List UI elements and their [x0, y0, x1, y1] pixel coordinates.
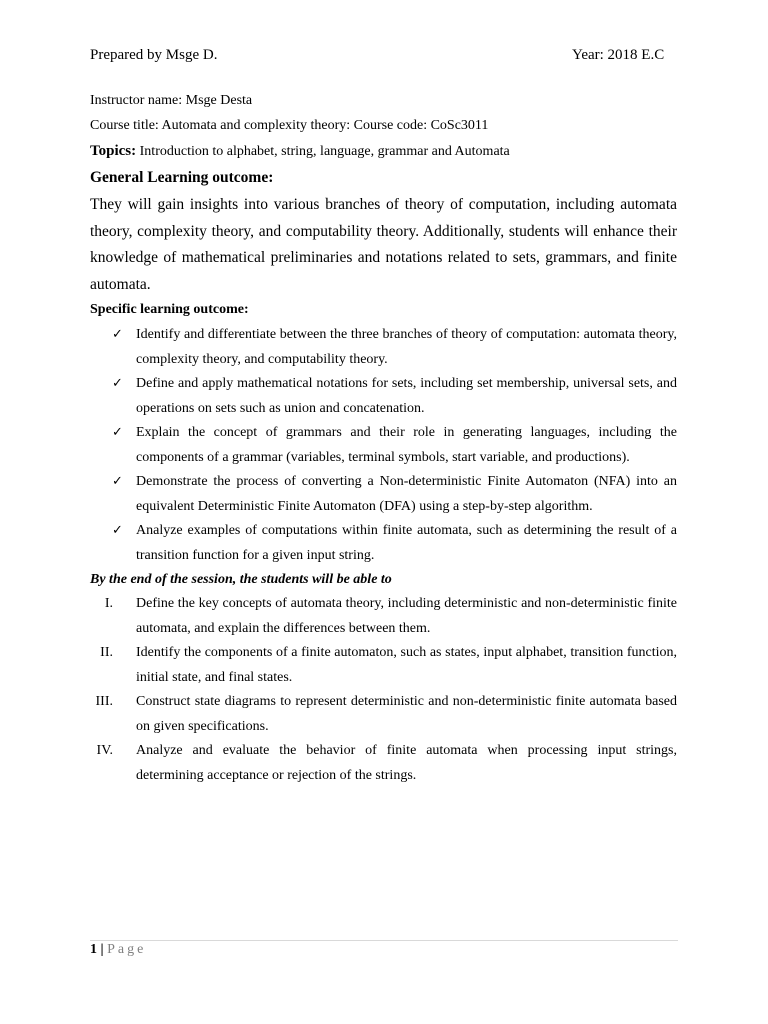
specific-outcome-list	[90, 323, 677, 568]
list-item-text: Demonstrate the process of converting a Non-deterministic Finite Automaton (NFA) into an equivalent Deterministic Finite Automaton (DFA) using a step-by-step algorithm.	[136, 474, 677, 514]
list-item	[90, 641, 677, 690]
checkmark-icon: ✓	[112, 376, 123, 391]
list-item-text: Define the key concepts of automata theory, including deterministic and non-deterministic finite automata, and explain the differences between them.	[136, 596, 677, 636]
checkmark-icon: ✓	[112, 425, 123, 440]
page-footer	[90, 942, 146, 958]
general-outcome-heading: General Learning outcome:	[90, 169, 274, 186]
page-label: Page	[107, 942, 147, 957]
list-item-text: Identify and differentiate between the three branches of theory of computation: automata theory, complexity theory, and computability theory.	[136, 327, 677, 367]
list-item-text: Identify the components of a finite automaton, such as states, input alphabet, transition function, initial state, and final states.	[136, 645, 677, 685]
footer-divider	[90, 940, 678, 941]
general-outcome-paragraph: They will gain insights into various branches of theory of computation, including automata theory, complexity theory, and computability theory. Additionally, students will enhance their knowledge of mathematical preliminaries and notations related to sets, grammars, and finite automata.	[90, 196, 677, 293]
list-item-number: III.	[95, 694, 113, 709]
list-item	[90, 690, 677, 739]
checkmark-icon: ✓	[112, 474, 123, 489]
list-item	[90, 421, 677, 470]
list-item	[90, 592, 677, 641]
list-item	[90, 519, 677, 568]
list-item	[90, 372, 677, 421]
list-item-text: Construct state diagrams to represent deterministic and non-deterministic finite automata based on given specifications.	[136, 694, 677, 734]
list-item-text: Analyze and evaluate the behavior of finite automata when processing input strings, determining acceptance or rejection of the strings.	[136, 743, 677, 783]
list-item-number: II.	[100, 645, 113, 660]
list-item	[90, 470, 677, 519]
list-item	[90, 739, 677, 788]
list-item-text: Explain the concept of grammars and their role in generating languages, including the components of a grammar (variables, terminal symbols, start variable, and productions).	[136, 425, 677, 465]
specific-outcome-heading: Specific learning outcome:	[90, 302, 249, 317]
session-outcome-list	[90, 592, 677, 788]
page-number: 1	[90, 942, 97, 957]
list-item-text: Define and apply mathematical notations for sets, including set membership, universal sets, and operations on sets such as union and concatenation.	[136, 376, 677, 416]
course-title: Course title: Automata and complexity theory: Course code: CoSc3011	[90, 118, 489, 133]
footer-separator: |	[97, 942, 108, 957]
topics-text: Introduction to alphabet, string, language, grammar and Automata	[136, 144, 510, 159]
topics-label: Topics:	[90, 143, 137, 159]
list-item-number: I.	[104, 596, 113, 611]
list-item-number: IV.	[96, 743, 113, 758]
checkmark-icon: ✓	[112, 327, 123, 342]
prepared-by: Prepared by Msge D.	[90, 47, 218, 63]
topics-line	[90, 142, 510, 161]
checkmark-icon: ✓	[112, 523, 123, 538]
session-outcome-heading: By the end of the session, the students will be able to	[90, 572, 392, 587]
instructor-name: Instructor name: Msge Desta	[90, 93, 253, 108]
list-item	[90, 323, 677, 372]
year: Year: 2018 E.C	[572, 47, 665, 63]
list-item-text: Analyze examples of computations within finite automata, such as determining the result of a transition function for a given input string.	[136, 523, 677, 563]
